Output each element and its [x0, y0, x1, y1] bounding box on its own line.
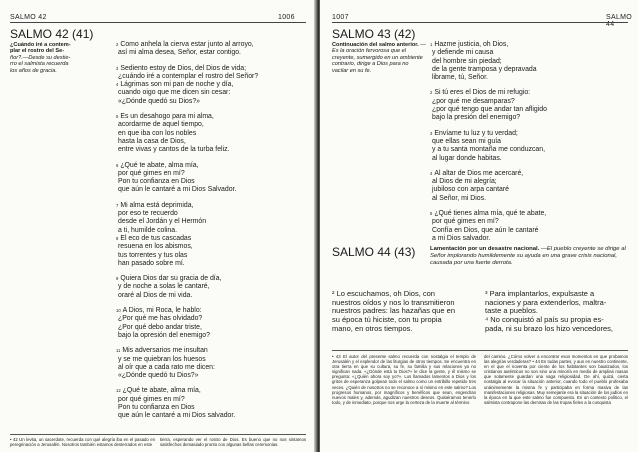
verse-line: [116, 49, 258, 57]
header-rule: [332, 22, 628, 23]
verse-line: [116, 260, 258, 268]
verse-number: 7: [116, 202, 119, 208]
verse-line: [116, 202, 258, 210]
verse-line: [116, 210, 258, 218]
psalm-43-intro-heading: Continuación del salmo anterior.: [332, 42, 419, 48]
verse-text: Mi alma está deprimida,: [120, 201, 194, 209]
verse-line: [430, 178, 547, 186]
verse-number: 2: [430, 90, 433, 96]
psalm-44-column-2: [485, 290, 631, 334]
psalm-43-verses: [430, 41, 547, 250]
prose-line: taste a pueblos.: [485, 306, 538, 316]
verse-text: oraré al Dios de mi vida.: [118, 291, 193, 299]
prose-line: nuestros padres: las hazañas que en: [332, 306, 455, 316]
verse-line: [116, 235, 258, 243]
verse-text: «¿Dónde quedó tu Dios?»: [118, 372, 199, 380]
verse-text: Hazme justicia, oh Dios,: [434, 41, 509, 48]
verse-text: Es un desahogo para mi alma,: [120, 113, 214, 121]
verse-text: El eco de tus cascadas: [120, 234, 192, 242]
verse-line: [430, 58, 547, 66]
verse-text: Quiera Dios dar su gracia de día,: [120, 275, 222, 283]
psalm-44-column-1: [332, 290, 478, 334]
verse-number: 2: [116, 42, 119, 47]
verse-text: han pasado sobre mí.: [118, 259, 185, 267]
verse-text: por eso te recuerdo: [118, 210, 178, 218]
verse-text: Confía en Dios, que aún le cantaré: [432, 226, 539, 234]
verse-line: [116, 73, 258, 81]
stanza: [430, 41, 547, 82]
verse-text: Envíame tu luz y tu verdad;: [434, 129, 518, 137]
verse-line: [116, 170, 258, 178]
prose-line: ² Lo escuchamos, oh Dios, con: [332, 289, 435, 298]
verse-line: [430, 235, 547, 243]
verse-number: 6: [116, 162, 119, 168]
verse-text: desde el Jordán y el Hermón: [118, 218, 207, 226]
verse-text: al Dios de mi alegría;: [432, 178, 497, 186]
verse-line: [430, 146, 547, 154]
verse-line: [430, 210, 547, 218]
verse-line: [430, 138, 547, 146]
verse-number: 5: [116, 114, 119, 120]
verse-number: 5: [430, 211, 433, 217]
verse-text: Al altar de Dios me acercaré,: [434, 169, 524, 177]
stanza: [430, 130, 547, 163]
verse-text: por qué gimes en mí?: [118, 395, 185, 403]
verse-line: [116, 113, 258, 121]
psalm-44-title: SALMO 44 (43): [332, 245, 416, 259]
verse-number: 3: [116, 65, 119, 71]
verse-line: [430, 89, 547, 97]
prose-line: mano, en otros tiempos.: [332, 323, 413, 333]
verse-text: al Señor, mi Dios.: [432, 194, 486, 202]
verse-text: acordarme de aquel tiempo,: [118, 121, 204, 129]
verse-text: a ti, humilde colina.: [118, 226, 177, 234]
left-page: [0, 0, 316, 452]
verse-text: Pon tu confianza en Dios: [118, 178, 195, 186]
verse-line: [430, 66, 547, 74]
footnote-right-col2: del camino. ¿Cómo volver a encontrar esos momentos en que probamos las alegrías verdaderas? • 44 En todas partes, y aun en nuestro continente, en el que el noventa por ciento de los habitantes son bautizados, los cristianos auténticos no son sino una minoría en medio de amplias masas que solamente guardan una vaga religiosidad. De ahí, quizá, cierta nostalgia al evocar la situación anterior, cuando todo el pueblo profesaba unánimemente la misma fe y participaba en forma masiva de las manifestaciones religiosas. Muy semejante era la situación de los judíos en la época en la que este salmo fue compuesto. En un contexto político, el salmista contrapone las derrotas de las tropas fieles a la conquista: [484, 354, 628, 405]
verse-text: que aún le cantaré a mi Dios salvador.: [118, 412, 236, 420]
running-head-right: SALMO 44: [606, 14, 633, 28]
verse-line: [116, 324, 258, 332]
footnote-left-col2: tierra, esperando ver el rostro de Dios. Es bueno que no nos sintamos satisfechos demasiado pronto con algunas bellas ceremonias.: [160, 437, 306, 448]
verse-text: «¿Dónde quedó su Dios?»: [118, 97, 200, 105]
verse-line: [116, 252, 258, 260]
stanza: [116, 65, 258, 106]
stanza: [116, 113, 258, 154]
verse-text: ¿Por qué me has olvidado?: [118, 315, 203, 323]
verse-line: [430, 114, 547, 122]
psalm-44-intro-heading: Lamentación por un desastre nacional.: [430, 246, 540, 252]
verse-line: [116, 387, 258, 395]
stanza: [430, 170, 547, 203]
verse-text: y de noche a solas le cantaré,: [118, 283, 210, 291]
verse-line: [116, 130, 258, 138]
verse-line: [116, 146, 258, 154]
verse-text: bajo la opresión del enemigo?: [118, 331, 210, 339]
verse-text: del hombre sin piedad;: [432, 57, 502, 65]
verse-text: Sediento estoy de Dios, del Dios de vida;: [120, 64, 246, 72]
verse-line: [116, 364, 258, 372]
verse-line: [116, 243, 258, 251]
verse-text: ¿Qué te abate, alma mía,: [122, 387, 201, 395]
psalm-43-intro-text: —Es la oración fervorosa que el creyente, sumergido en un ambiente contrario, dirige a Dios para no vacilar en su fe.: [332, 42, 426, 74]
verse-text: al lugar donde habitas.: [432, 154, 502, 162]
stanza: [116, 275, 258, 300]
verse-line: [430, 227, 547, 235]
verse-number: 3: [430, 130, 433, 136]
verse-text: cuando oigo que me dicen sin cesar:: [118, 89, 231, 97]
verse-number: 8: [116, 235, 119, 241]
verse-text: A Dios, mi Roca, le hablo:: [122, 307, 202, 315]
verse-text: ¿Qué te abate, alma mía,: [120, 161, 199, 169]
verse-number: 11: [116, 348, 121, 354]
intro-line: los años de gracia.: [10, 67, 57, 74]
verse-number: 4: [116, 82, 119, 88]
verse-text: entre vivas y cantos de la turba feliz.: [118, 146, 230, 154]
verse-text: ¿por qué me desamparas?: [432, 97, 515, 105]
verse-line: [116, 315, 258, 323]
verse-line: [430, 195, 547, 203]
verse-line: [430, 186, 547, 194]
verse-line: [116, 178, 258, 186]
verse-number: 1: [430, 42, 433, 47]
intro-line: ¿Cuándo iré a contem-: [10, 42, 71, 48]
verse-text: ¿Qué tienes alma mía, qué te abate,: [434, 210, 547, 218]
stanza: [116, 387, 258, 420]
page-number-left: 1006: [278, 14, 295, 21]
intro-line: ñor?.—Desde su destie-: [10, 54, 71, 61]
verse-line: [116, 98, 258, 106]
prose-line: pada, ni su brazo los hizo vencedores,: [485, 323, 613, 333]
verse-line: [430, 106, 547, 114]
verse-line: [116, 121, 258, 129]
psalm-44-intro: [430, 246, 628, 266]
verse-text: jubiloso con arpa cantaré: [432, 186, 509, 194]
verse-text: bajo la presión del enemigo?: [432, 114, 521, 122]
verse-line: [116, 162, 258, 170]
stanza: [430, 210, 547, 243]
page-number-right: 1007: [332, 14, 349, 21]
verse-line: [116, 347, 258, 355]
prose-line: su época tú hiciste, con tu propia: [332, 315, 442, 325]
verse-line: [116, 307, 258, 315]
verse-line: [116, 292, 258, 300]
verse-line: [430, 155, 547, 163]
verse-line: [430, 218, 547, 226]
verse-line: [116, 404, 258, 412]
intro-line: plar el rostro del Se-: [10, 48, 65, 55]
right-page: [320, 0, 638, 452]
verse-text: Como anhela la cierva estar junto al arroyo,: [120, 41, 254, 48]
psalm-43-title: SALMO 43 (42): [332, 27, 416, 41]
verse-line: [116, 138, 258, 146]
prose-line: ⁴ No conquistó al país su propia es-: [485, 315, 604, 325]
footnote-left-col1: • 42 Un levita, un sacerdote, recuerda con qué alegría iba en el pasado en peregrinación a Jerusalén. Nosotros también estamos desterrados en este: [10, 437, 155, 448]
verse-line: [116, 372, 258, 380]
verse-line: [116, 396, 258, 404]
verse-text: tus torrentes y tus olas: [118, 251, 188, 259]
psalm-title: SALMO 42 (41): [10, 27, 94, 41]
verse-line: [430, 41, 547, 49]
verse-number: 9: [116, 276, 119, 282]
verse-line: [116, 227, 258, 235]
verse-line: [116, 218, 258, 226]
prose-line: nuestros oídos y nos lo transmitieron: [332, 297, 455, 307]
verse-line: [116, 186, 258, 194]
verse-text: que aún le cantaré a mi Dios Salvador.: [118, 186, 237, 194]
stanza: [116, 307, 258, 340]
verse-text: en que iba con los nobles: [118, 129, 197, 137]
verse-text: ¿por qué tengo que andar tan afligido: [432, 106, 547, 114]
psalm-44-intro-text: —El pueblo creyente se dirige al Señor implorando humildemente su ayuda en una grave crisis nacional, causada por una fuerte derrota.: [430, 246, 626, 266]
verse-text: resuena en los abismos,: [118, 243, 193, 251]
verse-text: a mi Dios salvador.: [432, 234, 491, 242]
stanza: [430, 89, 547, 122]
prose-line: naciones y para extenderlos, maltra-: [485, 297, 607, 307]
verse-text: y defiende mi causa: [432, 49, 494, 57]
running-head-left: SALMO 42: [10, 14, 47, 21]
verse-line: [430, 170, 547, 178]
header-rule: [10, 22, 306, 23]
verse-text: Lágrimas son mi pan de noche y día,: [120, 81, 234, 89]
verse-text: Pon tu confianza en Dios: [118, 403, 195, 411]
prose-line: ³ Para implantarlos, expulsaste a: [485, 289, 595, 298]
footnote-rule: [10, 434, 306, 435]
verse-line: [430, 130, 547, 138]
verse-line: [116, 412, 258, 420]
psalm-42-verses: [116, 41, 258, 428]
verse-line: [116, 89, 258, 97]
verse-text: y se me quiebran los huesos: [118, 355, 206, 363]
verse-text: al oír que a cada rato me dicen:: [118, 363, 215, 371]
verse-text: ¿cuándo iré a contemplar el rostro del Señor?: [118, 72, 259, 80]
footnote-rule: [332, 350, 628, 351]
verse-line: [116, 356, 258, 364]
psalm-43-intro: [332, 42, 426, 74]
verse-text: Si tú eres el Dios de mi refugio:: [434, 89, 531, 97]
verse-text: así mi alma desea, Señor, estar contigo.: [118, 49, 241, 57]
verse-text: librame, tú, Señor.: [432, 74, 488, 82]
verse-text: por qué gimes en mí?: [432, 218, 499, 226]
psalm-intro: [10, 42, 105, 74]
verse-line: [116, 41, 258, 49]
verse-number: 12: [116, 388, 121, 394]
verse-text: por qué gimes en mí?: [118, 169, 185, 177]
intro-line: rro el salmista recuerda: [10, 61, 69, 68]
stanza: [116, 41, 258, 58]
verse-line: [116, 283, 258, 291]
verse-line: [116, 275, 258, 283]
verse-line: [116, 81, 258, 89]
stanza: [116, 162, 258, 195]
verse-text: hasta la casa de Dios,: [118, 137, 186, 145]
verse-line: [430, 49, 547, 57]
verse-line: [430, 74, 547, 82]
verse-text: de la gente tramposa y depravada: [432, 65, 537, 73]
verse-text: que ellas sean mi guía: [432, 137, 501, 145]
verse-text: y a tu santa montaña me conduzcan,: [432, 146, 545, 154]
stanza: [116, 347, 258, 380]
verse-text: Mis adversarios me insultan: [122, 347, 208, 355]
verse-line: [116, 332, 258, 340]
verse-number: 4: [430, 170, 433, 176]
verse-line: [430, 98, 547, 106]
footnote-right-col1: • 43 El autor del presente salmo recuerda con nostalgia el templo de Jerusalén y el esplendor de las liturgias de otros tiempos. Se encuentra en otra tierra en que su cultura, su fe, su familia y sus relaciones ya no significan nada. «¿Dónde está tu Dios?» le dice la gente, y él mismo se pregunta: «¿Quién ahora soy yo?». Los llamados lamentos a Dios y los gritos de esperanza golpean todo el salmo como un estribillo repetido tres veces. ¿Quién de nosotros no se reconoce a sí mismo en este salmo? Los progresos humanos, por magníficos y benéficos que sean, engendran nuevos males y, además, agudizan nuestros deseos. Quisiéramos tenerlo todo, y de inmediato, porque nos urge la certeza de la muerte al término: [332, 354, 476, 405]
verse-text: ¿Por qué debo andar triste,: [118, 323, 202, 331]
verse-line: [116, 65, 258, 73]
stanza: [116, 202, 258, 268]
verse-number: 10: [116, 308, 121, 314]
